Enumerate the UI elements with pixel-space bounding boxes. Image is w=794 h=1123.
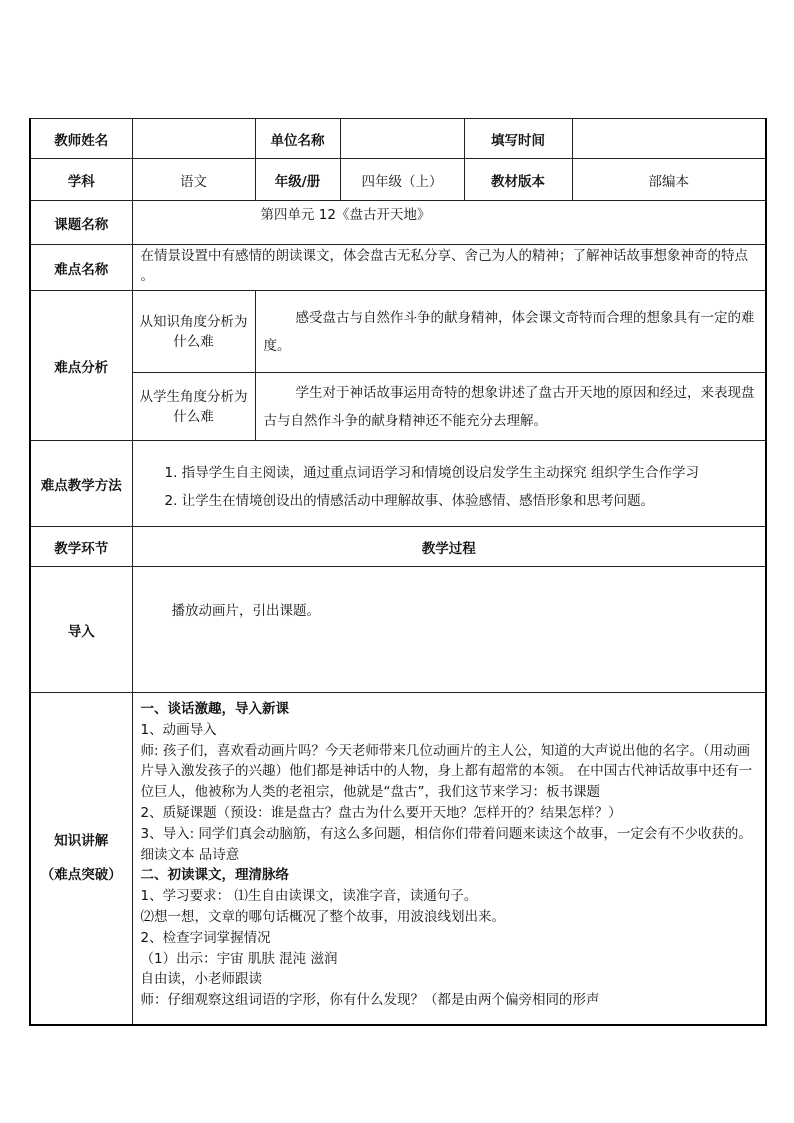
knowledge-line: 1、动画导入 <box>140 721 217 738</box>
knowledge-angle-value <box>255 291 766 373</box>
knowledge-line: （1）出示：宇宙 肌肤 混沌 滋润 <box>140 950 338 967</box>
lesson-plan-table <box>29 118 767 1026</box>
date-label: 填写时间 <box>464 119 572 159</box>
method-item-1: 1. 指导学生自主阅读，通过重点词语学习和情境创设启发学生主动探究 组织学生合作学习 <box>164 464 699 481</box>
method-label: 难点教学方法 <box>30 441 132 527</box>
date-value <box>572 119 766 159</box>
intro-label: 导入 <box>30 567 132 693</box>
method-item-2: 2. 让学生在情境创设出的情感活动中理解故事、体验感情、感悟形象和思考问题。 <box>164 492 655 509</box>
knowledge-row <box>30 693 766 1025</box>
analysis-label: 难点分析 <box>30 291 132 441</box>
knowledge-line: ⑵想一想，文章的哪句话概况了整个故事，用波浪线划出来。 <box>140 908 505 925</box>
student-angle-value <box>255 373 766 441</box>
knowledge-line: 3、导入: 同学们真会动脑筋，有这么多问题，相信你们带着问题来读这个故事，一定会有不少收获的。细读文本 品诗意 <box>140 825 752 863</box>
grade-value: 四年级（上） <box>340 159 464 201</box>
topic-label: 课题名称 <box>30 201 132 245</box>
process-header-row <box>30 527 766 567</box>
student-angle-label: 从学生角度分析为什么难 <box>132 373 255 441</box>
section-heading-1: 一、谈话激趣，导入新课 <box>140 701 289 717</box>
grade-label: 年级/册 <box>255 159 340 201</box>
knowledge-line: 师：仔细观察这组词语的字形，你有什么发现？（都是由两个偏旁相同的形声 <box>140 992 600 1009</box>
unit-value <box>340 119 464 159</box>
knowledge-line: 2、检查字词掌握情况 <box>140 929 271 946</box>
textbook-label: 教材版本 <box>464 159 572 201</box>
header-row-2 <box>30 159 766 201</box>
knowledge-label-line1: 知识讲解 <box>54 833 109 850</box>
header-row-1 <box>30 119 766 159</box>
teacher-label: 教师姓名 <box>30 119 132 159</box>
knowledge-line: 1、学习要求： ⑴生自由读课文，读准字音，读通句子。 <box>140 888 478 905</box>
knowledge-line: 师: 孩子们，喜欢看动画片吗？今天老师带来几位动画片的主人公，知道的大声说出他的名字。（用动画片导入激发孩子的兴趣）他们都是神话中的人物，身上都有超常的本领。 在中国古代神话故事中还有一位巨人，他被称为人类的老祖宗，他就是“盘古”，我们这节来学习：板书课题 <box>140 742 753 801</box>
subject-value: 语文 <box>132 159 255 201</box>
difficulty-row <box>30 245 766 291</box>
intro-value: 播放动画片，引出课题。 <box>132 567 766 693</box>
process-header: 教学过程 <box>132 527 766 567</box>
analysis-row-student <box>30 373 766 441</box>
method-value <box>132 441 766 527</box>
textbook-value: 部编本 <box>572 159 766 201</box>
unit-label: 单位名称 <box>255 119 340 159</box>
knowledge-label <box>30 693 132 1025</box>
knowledge-label-line2: （难点突破） <box>40 867 122 884</box>
intro-row <box>30 567 766 693</box>
analysis-row-knowledge <box>30 291 766 373</box>
knowledge-angle-label: 从知识角度分析为什么难 <box>132 291 255 373</box>
knowledge-angle-text: 感受盘古与自然作斗争的献身精神，体会课文奇特而合理的想象具有一定的难度。 <box>263 309 755 354</box>
knowledge-line: 自由读，小老师跟读 <box>140 971 262 988</box>
difficulty-value: 在情景设置中有感情的朗读课文，体会盘古无私分享、舍己为人的精神；了解神话故事想象神奇的特点 。 <box>132 245 766 291</box>
topic-value: 第四单元 12《盘古开天地》 <box>132 201 766 245</box>
method-row <box>30 441 766 527</box>
subject-label: 学科 <box>30 159 132 201</box>
student-angle-text: 学生对于神话故事运用奇特的想象讲述了盘古开天地的原因和经过，来表现盘古与自然作斗争的献身精神还不能充分去理解。 <box>263 384 755 429</box>
stage-header: 教学环节 <box>30 527 132 567</box>
knowledge-line: 2、质疑课题（预设：谁是盘古？盘古为什么要开天地？怎样开的？结果怎样？） <box>140 804 622 821</box>
section-heading-2: 二、初读课文，理清脉络 <box>140 867 289 884</box>
topic-row <box>30 201 766 245</box>
knowledge-content <box>132 693 766 1025</box>
difficulty-label: 难点名称 <box>30 245 132 291</box>
teacher-value <box>132 119 255 159</box>
